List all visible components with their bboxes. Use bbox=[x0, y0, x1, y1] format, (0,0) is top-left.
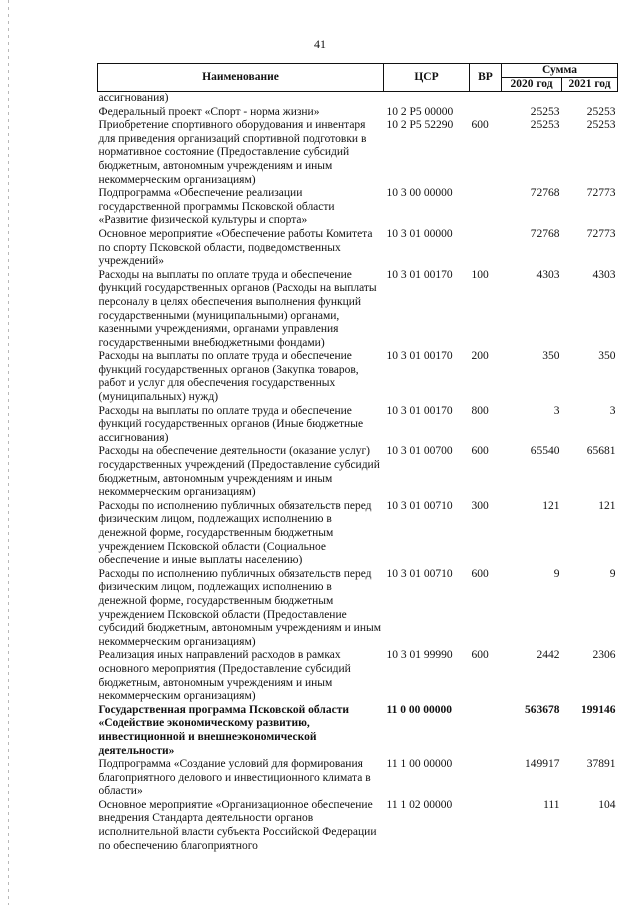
table-row bbox=[98, 445, 618, 499]
header-year-2021: 2021 год bbox=[562, 78, 618, 92]
row-2020-value: 72768 bbox=[530, 187, 560, 200]
row-2020-value: 3 bbox=[553, 404, 560, 417]
table-row bbox=[98, 119, 618, 187]
row-vr-cell: 600 bbox=[471, 567, 489, 580]
row-2021-value: 104 bbox=[598, 798, 616, 811]
table-row bbox=[98, 704, 618, 758]
table-row bbox=[98, 405, 618, 446]
row-vr-cell bbox=[470, 106, 502, 120]
row-2020-value: 72768 bbox=[530, 227, 560, 240]
budget-table bbox=[97, 63, 618, 853]
row-vr-cell: 600 bbox=[471, 119, 489, 132]
row-csr-cell: 10 3 01 99990 bbox=[386, 649, 453, 662]
row-name-cell: Расходы на обеспечение деятельности (оказание услуг) государственных учреждений (Предоставление субсидий бюджетным, автономным учреждениям и иным некоммерческим организациям) bbox=[98, 445, 380, 499]
table-row bbox=[98, 758, 618, 799]
page-number: 41 bbox=[314, 37, 326, 51]
header-sum: Сумма bbox=[502, 64, 618, 78]
row-name-cell: Расходы на выплаты по оплате труда и обеспечение функций государственных органов (Расходы на выплаты персоналу в целях обеспечения выполнения функций государственными (муниципальными) органами, казенными учреждениями, органами управления государственными внебюджетными фондами) bbox=[98, 268, 377, 349]
row-2021-value: 199146 bbox=[581, 703, 616, 716]
row-vr-cell bbox=[470, 228, 502, 269]
row-vr-cell: 800 bbox=[471, 404, 489, 417]
row-vr-cell bbox=[470, 92, 502, 106]
row-name-cell: Расходы на выплаты по оплате труда и обеспечение функций государственных органов (Иные бюджетные ассигнования) bbox=[98, 404, 364, 444]
row-2020-value: 65540 bbox=[530, 445, 560, 458]
header-name: Наименование bbox=[98, 64, 384, 92]
row-2021-value: 25253 bbox=[586, 119, 616, 132]
table-row bbox=[98, 269, 618, 351]
table-body bbox=[98, 92, 618, 854]
row-csr-cell: 11 1 02 00000 bbox=[386, 798, 453, 811]
table-row bbox=[98, 568, 618, 650]
row-2020-value: 25253 bbox=[530, 105, 560, 118]
row-vr-cell: 100 bbox=[471, 268, 489, 281]
row-csr-cell: 10 3 00 00000 bbox=[386, 187, 453, 200]
row-vr-cell: 600 bbox=[471, 445, 489, 458]
row-csr-cell: 10 3 01 00170 bbox=[386, 350, 453, 363]
table-header bbox=[98, 64, 618, 92]
row-vr-cell: 300 bbox=[471, 499, 489, 512]
row-vr-cell: 600 bbox=[471, 649, 489, 662]
row-2021-value: 72773 bbox=[586, 227, 616, 240]
row-2020-value bbox=[502, 92, 562, 106]
row-2021-value: 25253 bbox=[586, 105, 616, 118]
row-name-cell: Государственная программа Псковской области «Содействие экономическому развитию, инвестиционной и внешнеэкономической деятельности» bbox=[98, 703, 349, 757]
row-2021-value: 72773 bbox=[586, 187, 616, 200]
header-year-2020: 2020 год bbox=[502, 78, 562, 92]
row-2020-value: 25253 bbox=[530, 119, 560, 132]
table-row bbox=[98, 92, 618, 106]
row-2021-value: 37891 bbox=[586, 758, 616, 771]
row-name-cell: Подпрограмма «Обеспечение реализации государственной программы Псковской области «Развитие физической культуры и спорта» bbox=[98, 187, 335, 227]
row-name-cell: Расходы по исполнению публичных обязательств перед физическим лицом, подлежащих исполнению в денежной форме, государственным бюджетным учреждением Псковской области (Предоставление субсидий бюджетным, автономным учреждениям и иным некоммерческим организациям) bbox=[98, 567, 381, 648]
row-csr-cell: 10 3 01 00710 bbox=[386, 567, 453, 580]
table-row bbox=[98, 500, 618, 568]
row-csr-cell: 10 2 Р5 00000 bbox=[386, 105, 454, 118]
header-vr: ВР bbox=[470, 64, 502, 92]
row-2021-value: 2306 bbox=[592, 649, 616, 662]
row-vr-cell bbox=[470, 704, 502, 758]
row-name-cell: Расходы на выплаты по оплате труда и обеспечение функций государственных органов (Закупка товаров, работ и услуг для обеспечения государственных (муниципальных) нужд) bbox=[98, 350, 359, 404]
row-csr-cell: 10 3 01 00000 bbox=[386, 227, 453, 240]
row-name-cell: Приобретение спортивного оборудования и инвентаря для приведения организаций спортивной подготовки в нормативное состояние (Предоставление субсидий бюджетным, автономным учреждениям и иным некоммерческим организациям) bbox=[98, 119, 367, 186]
row-csr-cell: 10 3 01 00710 bbox=[386, 499, 453, 512]
row-2020-value: 2442 bbox=[536, 649, 560, 662]
scan-edge bbox=[8, 0, 9, 905]
row-name-cell: Подпрограмма «Создание условий для формирования благоприятного делового и инвестиционного климата в области» bbox=[98, 758, 371, 798]
row-2021-value: 4303 bbox=[592, 268, 616, 281]
row-csr-cell: 11 1 00 00000 bbox=[386, 758, 453, 771]
row-csr-cell: 10 3 01 00170 bbox=[386, 268, 453, 281]
row-name-cell: ассигнования) bbox=[98, 92, 169, 104]
table-row bbox=[98, 187, 618, 228]
table-row bbox=[98, 350, 618, 404]
table-row bbox=[98, 649, 618, 703]
row-2021-value bbox=[562, 92, 618, 106]
row-2020-value: 9 bbox=[553, 567, 560, 580]
row-name-cell: Федеральный проект «Спорт - норма жизни» bbox=[98, 105, 320, 118]
row-vr-cell bbox=[470, 758, 502, 799]
row-csr-cell: 11 0 00 00000 bbox=[386, 703, 452, 716]
row-csr-cell: 10 2 Р5 52290 bbox=[386, 119, 454, 132]
row-2021-value: 350 bbox=[598, 350, 616, 363]
row-2020-value: 111 bbox=[543, 798, 560, 811]
row-name-cell: Реализация иных направлений расходов в рамках основного мероприятия (Предоставление субсидий бюджетным, автономным учреждениям и иным некоммерческим организациям) bbox=[98, 649, 351, 703]
row-2020-value: 121 bbox=[542, 499, 560, 512]
table-row bbox=[98, 228, 618, 269]
table-row bbox=[98, 799, 618, 853]
row-name-cell: Основное мероприятие «Организационное обеспечение внедрения Стандарта деятельности органов исполнительной власти субъекта Российской Федерации по обеспечению благоприятного bbox=[98, 798, 377, 852]
row-2020-value: 563678 bbox=[525, 703, 560, 716]
row-2021-value: 65681 bbox=[586, 445, 616, 458]
row-csr-cell: 10 3 01 00700 bbox=[386, 445, 453, 458]
row-2021-value: 3 bbox=[609, 404, 616, 417]
row-2021-value: 121 bbox=[598, 499, 616, 512]
row-name-cell: Расходы по исполнению публичных обязательств перед физическим лицом, подлежащих исполнению в денежной форме, государственным бюджетным учреждением Псковской области (Социальное обеспечение и иные выплаты населению) bbox=[98, 499, 372, 567]
row-csr-cell: 10 3 01 00170 bbox=[386, 404, 453, 417]
row-2020-value: 149917 bbox=[525, 758, 560, 771]
header-csr: ЦСР bbox=[384, 64, 470, 92]
row-2020-value: 350 bbox=[542, 350, 560, 363]
table-row bbox=[98, 106, 618, 120]
row-2020-value: 4303 bbox=[536, 268, 560, 281]
row-vr-cell bbox=[470, 799, 502, 853]
row-csr-cell bbox=[384, 92, 470, 106]
row-vr-cell bbox=[470, 187, 502, 228]
row-name-cell: Основное мероприятие «Обеспечение работы Комитета по спорту Псковской области, подведомственных учреждений» bbox=[98, 227, 373, 268]
row-vr-cell: 200 bbox=[471, 350, 489, 363]
row-2021-value: 9 bbox=[609, 567, 616, 580]
